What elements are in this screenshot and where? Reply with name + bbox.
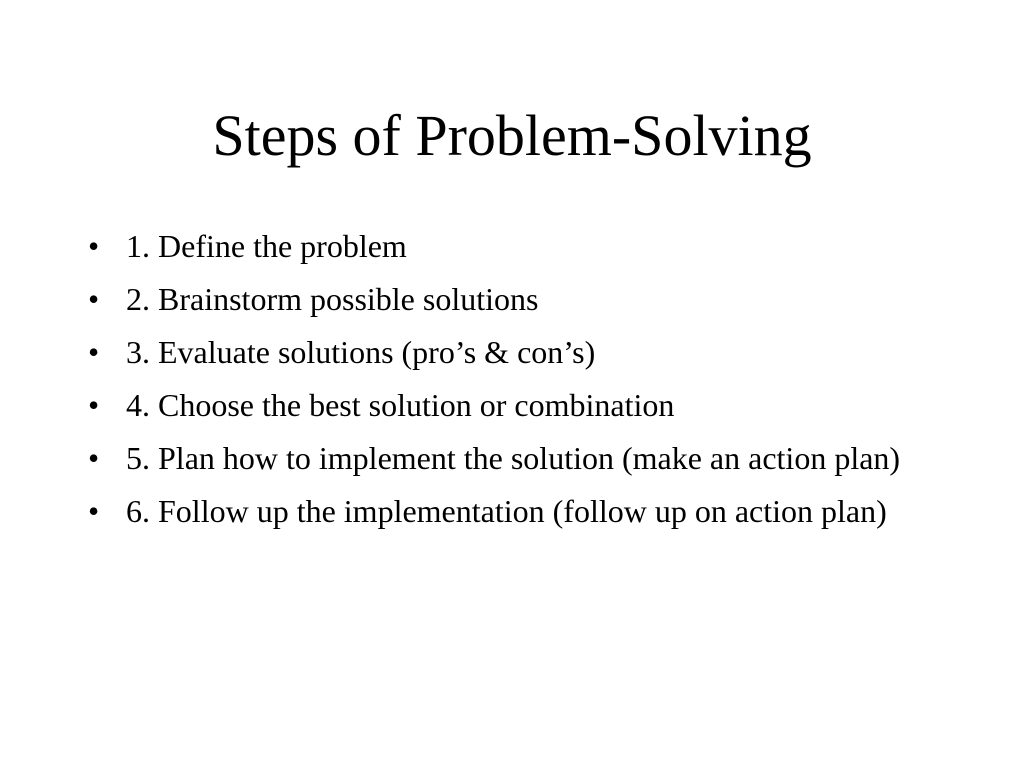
bullet-icon: • bbox=[88, 440, 100, 476]
list-item-text: 1. Define the problem bbox=[126, 228, 407, 264]
list-item bbox=[88, 385, 908, 425]
list-item-text: 2. Brainstorm possible solutions bbox=[126, 281, 539, 317]
list-item-text: 6. Follow up the implementation (follow up on action plan) bbox=[126, 493, 887, 529]
list-item-text: 3. Evaluate solutions (pro’s & con’s) bbox=[126, 334, 596, 370]
list-item bbox=[88, 226, 908, 266]
list-item-text: 4. Choose the best solution or combination bbox=[126, 387, 675, 423]
bullet-icon: • bbox=[88, 228, 100, 264]
list-item bbox=[88, 332, 908, 372]
bullet-list bbox=[88, 226, 908, 544]
list-item bbox=[88, 491, 908, 531]
slide-title: Steps of Problem-Solving bbox=[212, 103, 812, 168]
list-item-text: 5. Plan how to implement the solution (make an action plan) bbox=[126, 440, 901, 476]
list-item bbox=[88, 438, 908, 478]
list-item bbox=[88, 279, 908, 319]
bullet-icon: • bbox=[88, 334, 100, 370]
bullet-icon: • bbox=[88, 387, 100, 423]
bullet-icon: • bbox=[88, 493, 100, 529]
bullet-icon: • bbox=[88, 281, 100, 317]
